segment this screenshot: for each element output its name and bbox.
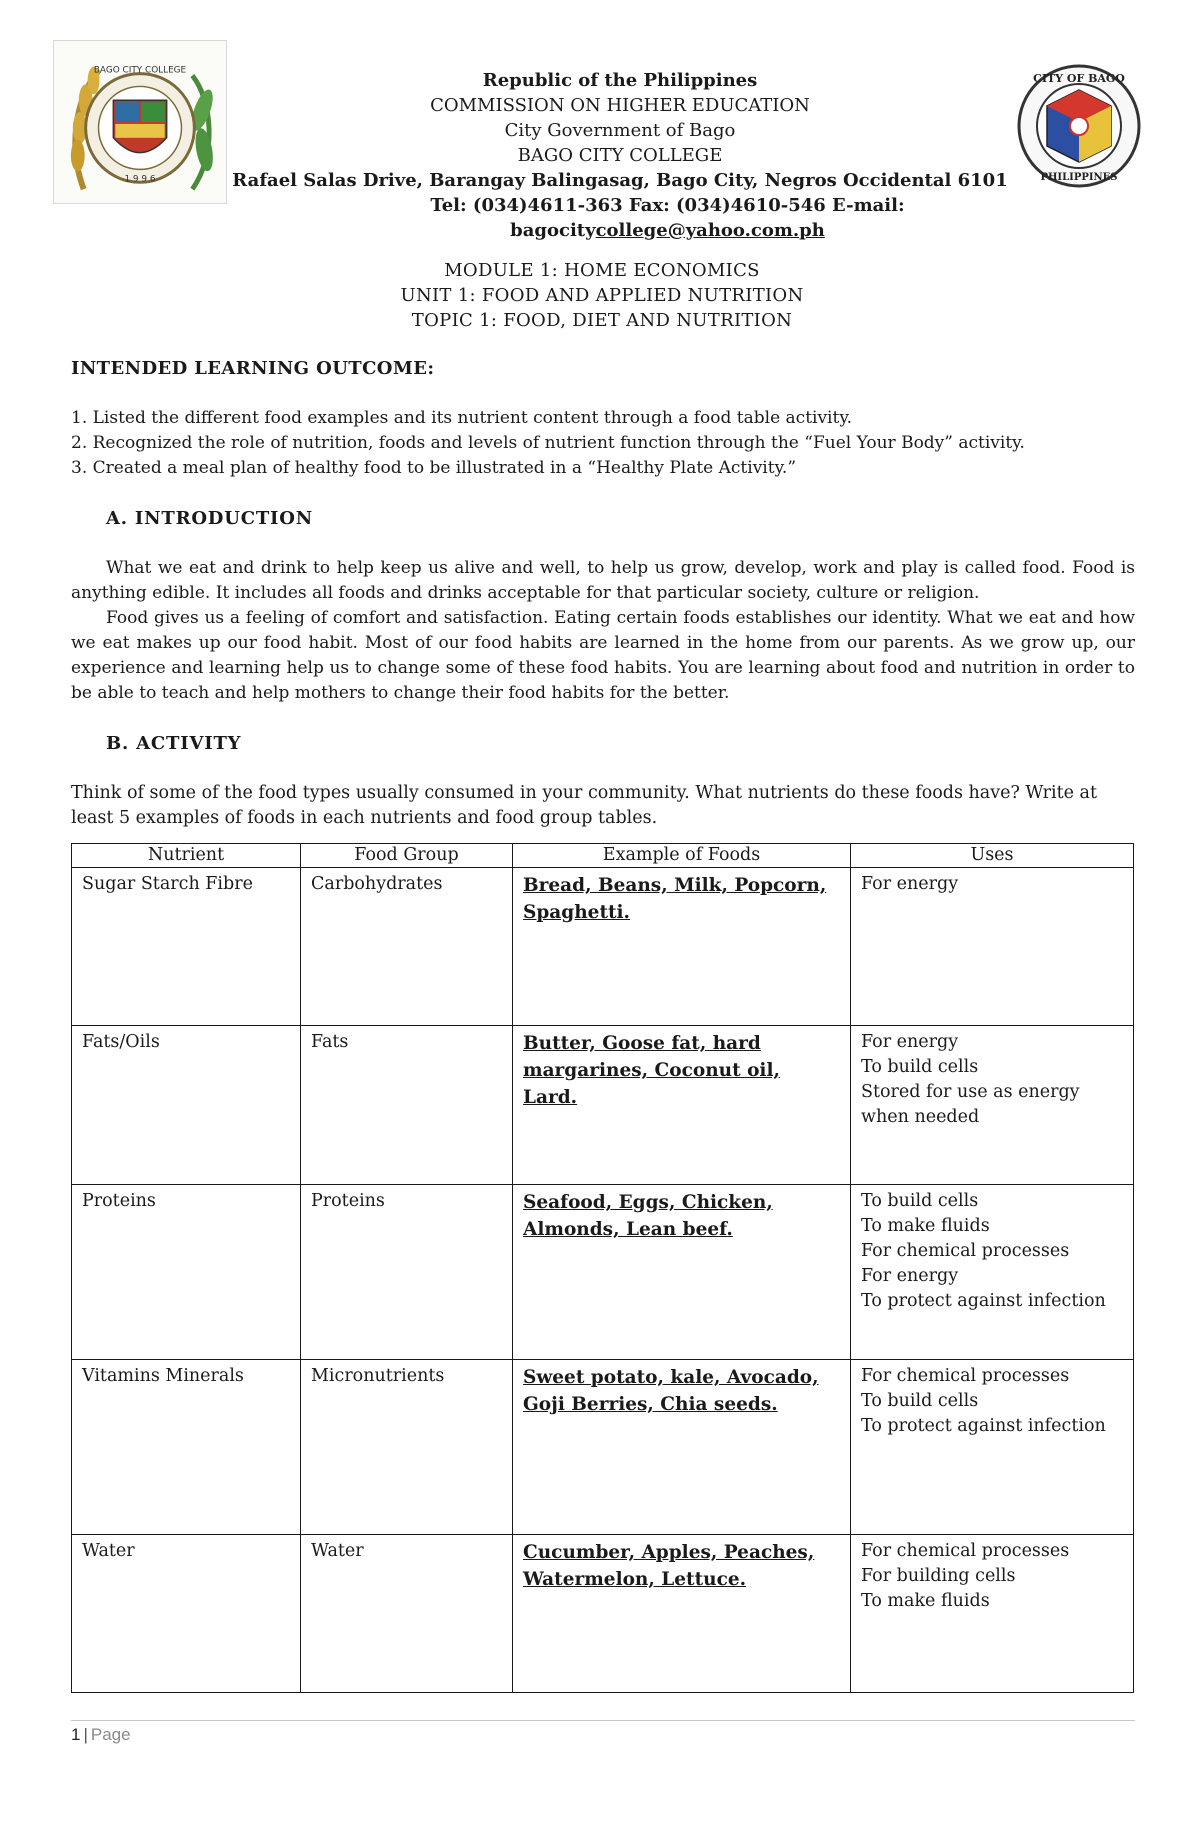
activity-heading: B. ACTIVITY <box>106 733 242 754</box>
introduction-body <box>71 556 1135 706</box>
example-foods-cell: Bread, Beans, Milk, Popcorn, Spaghetti. <box>513 868 851 1026</box>
example-foods-cell: Seafood, Eggs, Chicken, Almonds, Lean beef. <box>513 1185 851 1360</box>
college-logo <box>53 40 227 204</box>
intro-paragraph: What we eat and drink to help keep us alive and well, to help us grow, develop, work and play is called food. Food is anything edible. It includes all foods and drinks acceptable for that particular society, culture or religion. <box>71 558 1135 603</box>
use-item: For energy <box>861 874 959 894</box>
intended-learning-outcome-heading: INTENDED LEARNING OUTCOME: <box>71 358 435 379</box>
food-group-cell: Micronutrients <box>301 1360 513 1535</box>
college-name: BAGO CITY COLLEGE <box>517 145 723 166</box>
use-item: To build cells <box>861 1391 979 1411</box>
module-titles <box>70 258 1134 333</box>
page-number: 1 <box>71 1725 81 1744</box>
unit-title: UNIT 1: FOOD AND APPLIED NUTRITION <box>400 285 804 306</box>
header-example-foods: Example of Foods <box>513 844 851 868</box>
city-government-line: City Government of Bago <box>504 120 736 141</box>
introduction-heading: A. INTRODUCTION <box>106 508 313 529</box>
example-foods-cell: Butter, Goose fat, hard margarines, Coconut oil, Lard. <box>513 1026 851 1185</box>
food-group-cell: Fats <box>301 1026 513 1185</box>
header-uses: Uses <box>851 844 1134 868</box>
intro-paragraph: Food gives us a feeling of comfort and satisfaction. Eating certain foods establishes our identity. What we eat and how we eat makes up our food habit. Most of our food habits are learned in the home from our parents. As we grow up, our experience and learning help us to change some of these food habits. You are learning about food and nutrition in order to be able to teach and help mothers to change their food habits for the better. <box>71 608 1135 703</box>
module-title: MODULE 1: HOME ECONOMICS <box>444 260 760 281</box>
use-item: To protect against infection <box>861 1416 1106 1436</box>
use-item: For building cells <box>861 1566 1016 1586</box>
uses-cell <box>851 1535 1134 1693</box>
footer-divider <box>71 1720 1135 1721</box>
use-item: To protect against infection <box>861 1291 1106 1311</box>
header-food-group: Food Group <box>301 844 513 868</box>
use-item: To build cells <box>861 1057 979 1077</box>
nutrient-cell: Fats/Oils <box>72 1026 301 1185</box>
table-header-row <box>72 844 1134 868</box>
uses-cell <box>851 1026 1134 1185</box>
page-label: Page <box>90 1725 131 1744</box>
seal-top-text: CITY OF BAGO <box>1033 72 1125 85</box>
nutrient-cell: Proteins <box>72 1185 301 1360</box>
republic-line: Republic of the Philippines <box>482 70 758 91</box>
food-group-cell: Water <box>301 1535 513 1693</box>
use-item: To make fluids <box>861 1591 990 1611</box>
uses-cell <box>851 1185 1134 1360</box>
table-row <box>72 1026 1134 1185</box>
footer-separator: | <box>83 1725 88 1744</box>
example-foods-cell: Sweet potato, kale, Avocado, Goji Berries, Chia seeds. <box>513 1360 851 1535</box>
email-link[interactable]: college@yahoo.com.ph <box>595 220 825 241</box>
food-table <box>71 843 1134 1693</box>
contact-text: Tel: (034)4611-363 Fax: (034)4610-546 E-mail: bagocity <box>430 195 905 241</box>
address-line: Rafael Salas Drive, Barangay Balingasag, Bago City, Negros Occidental 6101 <box>232 170 1008 191</box>
uses-cell <box>851 868 1134 1026</box>
page-footer <box>71 1725 131 1745</box>
table-row <box>72 868 1134 1026</box>
outcome-item: 2. Recognized the role of nutrition, foods and levels of nutrient function through the “Fuel Your Body” activity. <box>71 433 1025 453</box>
contact-line <box>220 193 1020 243</box>
logo-year: 1 9 9 6 <box>124 174 156 185</box>
nutrient-cell: Water <box>72 1535 301 1693</box>
logo-text: BAGO CITY COLLEGE <box>93 65 187 76</box>
uses-cell <box>851 1360 1134 1535</box>
outcome-item: 1. Listed the different food examples and its nutrient content through a food table activity. <box>71 408 853 428</box>
outcomes-list <box>71 406 1135 481</box>
use-item: To build cells <box>861 1191 979 1211</box>
use-item: For energy <box>861 1032 959 1052</box>
table-row <box>72 1360 1134 1535</box>
table-row <box>72 1535 1134 1693</box>
commission-line: COMMISSION ON HIGHER EDUCATION <box>430 95 810 116</box>
food-group-cell: Carbohydrates <box>301 868 513 1026</box>
header-nutrient: Nutrient <box>72 844 301 868</box>
outcome-item: 3. Created a meal plan of healthy food to be illustrated in a “Healthy Plate Activity.” <box>71 458 797 478</box>
topic-title: TOPIC 1: FOOD, DIET AND NUTRITION <box>411 310 793 331</box>
table-row <box>72 1185 1134 1360</box>
example-foods-cell: Cucumber, Apples, Peaches, Watermelon, Lettuce. <box>513 1535 851 1693</box>
use-item: To make fluids <box>861 1216 990 1236</box>
food-group-cell: Proteins <box>301 1185 513 1360</box>
use-item: For chemical processes <box>861 1366 1070 1386</box>
letterhead <box>220 68 1020 243</box>
seal-bottom-text: PHILIPPINES <box>1040 172 1118 183</box>
use-item: For energy <box>861 1266 959 1286</box>
use-item: Stored for use as energy when needed <box>861 1082 1080 1127</box>
activity-instructions: Think of some of the food types usually consumed in your community. What nutrients do these foods have? Write at least 5 examples of foods in each nutrients and food group tables. <box>71 783 1097 828</box>
nutrient-cell: Sugar Starch Fibre <box>72 868 301 1026</box>
use-item: For chemical processes <box>861 1541 1070 1561</box>
city-seal <box>1015 62 1143 190</box>
use-item: For chemical processes <box>861 1241 1070 1261</box>
nutrient-cell: Vitamins Minerals <box>72 1360 301 1535</box>
